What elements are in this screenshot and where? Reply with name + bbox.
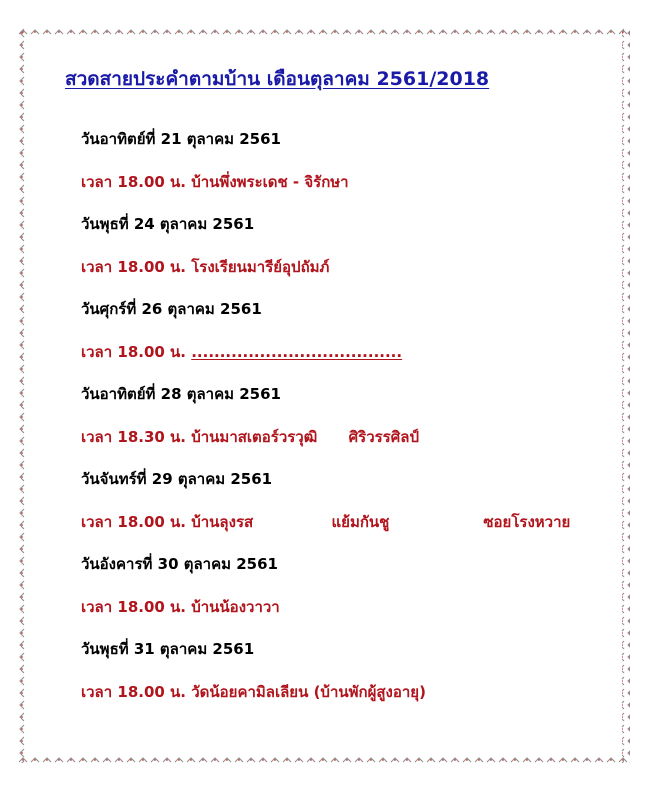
entry-day: วันศุกร์ที่ 26 ตุลาคม 2561 xyxy=(81,300,262,318)
entry-day: วันอาทิตย์ที่ 28 ตุลาคม 2561 xyxy=(81,385,281,403)
entry-detail: เวลา 18.00 น. โรงเรียนมารีย์อุปถัมภ์ xyxy=(81,258,330,276)
schedule-entry xyxy=(81,467,621,531)
entry-day: วันพุธที่ 31 ตุลาคม 2561 xyxy=(81,640,255,658)
entry-detail: เวลา 18.00 น. บ้านน้องวาวา xyxy=(81,598,280,616)
entry-detail: เวลา 18.30 น. บ้านมาสเตอร์วรวุฒิ ศิริวรรศิลป์ xyxy=(81,428,419,446)
schedule-entry xyxy=(81,127,621,191)
schedule-list xyxy=(81,127,621,722)
entry-detail: เวลา 18.00 น. วัดน้อยคามิลเลียน (บ้านพักผู้สูงอายุ) xyxy=(81,683,426,701)
entry-detail xyxy=(81,340,621,361)
entry-day: วันพุธที่ 24 ตุลาคม 2561 xyxy=(81,215,255,233)
schedule-entry xyxy=(81,212,621,276)
entry-detail-time: เวลา 18.00 น. xyxy=(81,343,192,361)
entry-detail-blank-line: ..................................... xyxy=(191,343,403,361)
schedule-entry xyxy=(81,382,621,446)
entry-detail: เวลา 18.00 น. บ้านลุงรส แย้มกันชู ซอยโรงหวาย xyxy=(81,513,571,531)
schedule-entry xyxy=(81,637,621,701)
entry-detail: เวลา 18.00 น. บ้านพึ่งพระเดช - จิรักษา xyxy=(81,173,349,191)
schedule-entry xyxy=(81,552,621,616)
entry-day: วันอังคารที่ 30 ตุลาคม 2561 xyxy=(81,555,278,573)
schedule-entry xyxy=(81,297,621,361)
page-title: สวดสายประคำตามบ้าน เดือนตุลาคม 2561/2018 xyxy=(65,68,490,90)
entry-day: วันจันทร์ที่ 29 ตุลาคม 2561 xyxy=(81,470,273,488)
entry-day: วันอาทิตย์ที่ 21 ตุลาคม 2561 xyxy=(81,130,281,148)
